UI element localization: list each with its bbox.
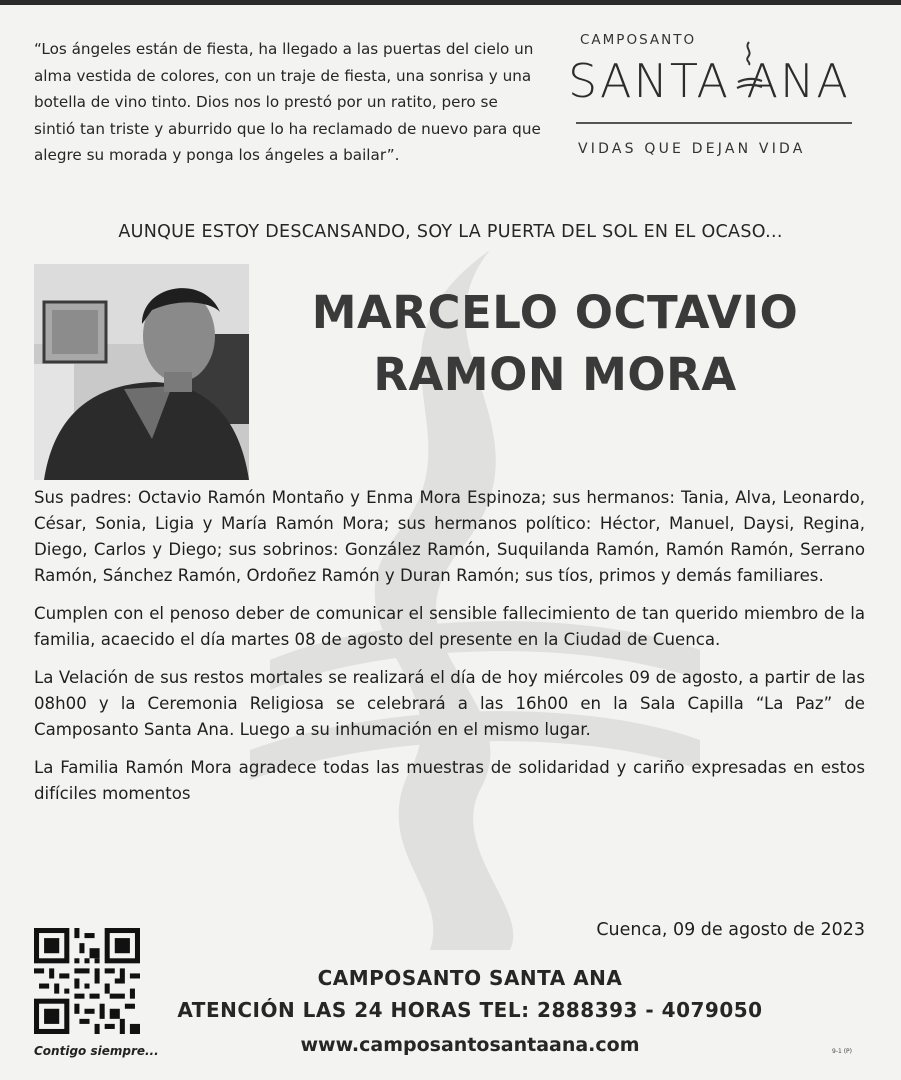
- top-border: [0, 0, 901, 5]
- memorial-quote: “Los ángeles están de fiesta, ha llegado a las puertas del cielo un alma vestida de colores, con un traje de fiesta, una sonrisa y una botella de vino tinto. Dios nos lo prestó por un ratito, pero se sintió tan triste y aburrido que lo ha reclamado de nuevo para que alegre su morada y ponga los ángeles a bailar”.: [34, 40, 541, 164]
- deceased-name: [260, 282, 850, 406]
- flame-icon: [734, 38, 764, 108]
- camposanto-logo: [568, 30, 868, 170]
- announcement-body: [34, 485, 865, 819]
- announcement-date: Cuenca, 09 de agosto de 2023: [596, 920, 865, 940]
- family-paragraph: Sus padres: Octavio Ramón Montaño y Enma Mora Espinoza; sus hermanos: Tania, Alva, Leonardo, César, Sonia, Ligia y María Ramón Mora; sus hermanos político: Héctor, Manuel, Daysi, Regina, Diego, Carlos y Diego; sus sobrinos: González Ramón, Suquilanda Ramón, Ramón Ramón, Serrano Ramón, Sánchez Ramón, Ordoñez Ramón y Duran Ramón; sus tíos, primos y demás familiares.: [34, 488, 865, 585]
- logo-divider: [576, 122, 852, 124]
- slogan: Contigo siempre...: [34, 1044, 159, 1058]
- footer-company: CAMPOSANTO SANTA ANA: [317, 966, 623, 990]
- logo-tagline: VIDAS QUE DEJAN VIDA: [578, 141, 806, 157]
- name-line-1: MARCELO OCTAVIO: [311, 286, 799, 339]
- ceremony-paragraph: La Velación de sus restos mortales se realizará el día de hoy miércoles 09 de agosto, a partir de las 08h00 y la Ceremonia Religiosa se celebrará a las 16h00 en la Sala Capilla “La Paz” de Camposanto Santa Ana. Luego a su inhumación en el mismo lugar.: [34, 668, 865, 739]
- deceased-photo: [34, 264, 249, 480]
- thanks-paragraph: La Familia Ramón Mora agradece todas las muestras de solidaridad y cariño expresadas en estos difíciles momentos: [34, 758, 865, 803]
- qr-code[interactable]: [34, 928, 140, 1034]
- ad-code: 9-1 (P): [832, 1048, 853, 1055]
- logo-top-text: CAMPOSANTO: [580, 32, 697, 48]
- subtitle: AUNQUE ESTOY DESCANSANDO, SOY LA PUERTA DEL SOL EN EL OCASO...: [118, 222, 783, 242]
- logo-main-text: SANTA ANA: [568, 54, 850, 108]
- name-line-2: RAMON MORA: [373, 348, 737, 401]
- footer-website-link[interactable]: www.camposantosantaana.com: [300, 1034, 640, 1056]
- notice-paragraph: Cumplen con el penoso deber de comunicar el sensible fallecimiento de tan querido miembro de la familia, acaecido el día martes 08 de agosto del presente en la Ciudad de Cuenca.: [34, 604, 865, 649]
- footer-phone: ATENCIÓN LAS 24 HORAS TEL: 2888393 - 4079050: [177, 998, 763, 1022]
